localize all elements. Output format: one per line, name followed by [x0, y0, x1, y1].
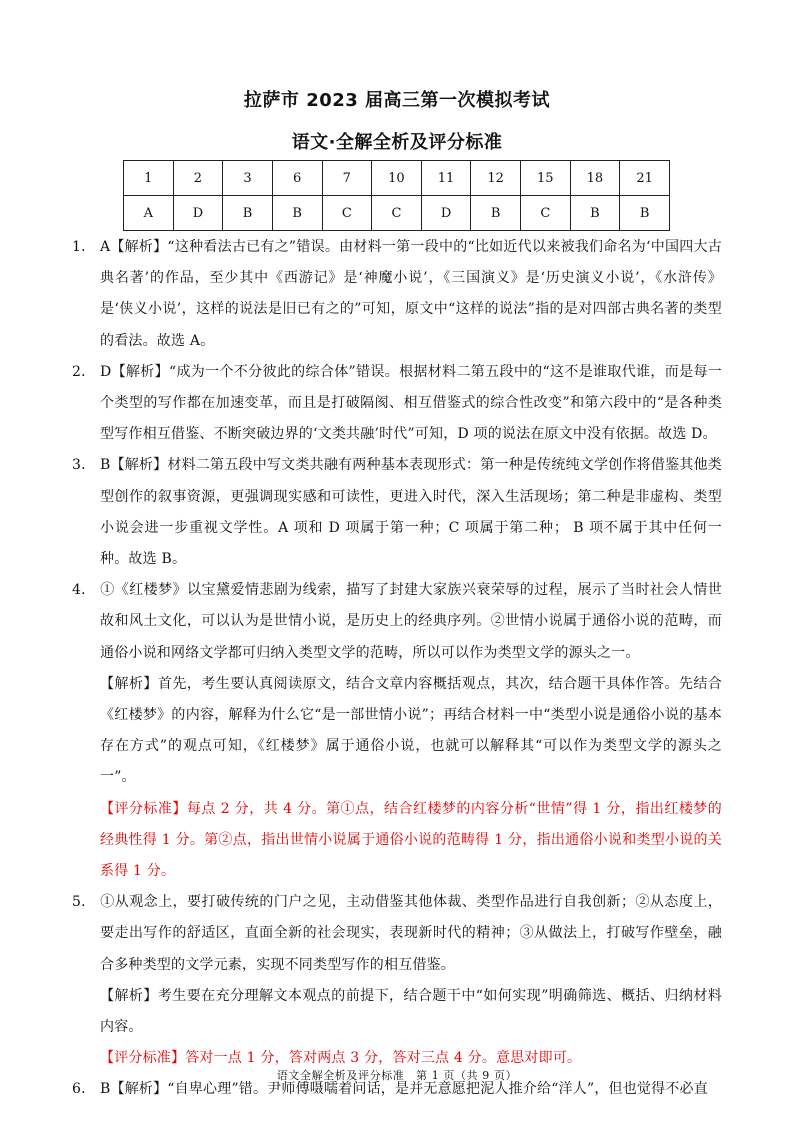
- question-5-answer: [72, 887, 722, 981]
- answer-choice: B: [570, 196, 620, 231]
- answer-choice: C: [372, 196, 422, 231]
- question-1-text: A【解析】“这种看法古已有之”错误。由材料一第一段中的“比如近代以来被我们命名为‘中国四大古典名著’的作品，至少其中《西游记》是‘神魔小说’，《三国演义》是‘历史演义小说’，《水浒传》是‘侠义小说’，这样的说法是旧已有之的”可知，原文中“这样的说法”指的是对四部古典名著的类型的看法。故选 A。: [100, 239, 722, 349]
- question-3-text: B【解析】材料二第五段中写文类共融有两种基本表现形式：第一种是传统纯文学创作将借鉴其他类型创作的叙事资源，更强调现实感和可读性，更进入时代，深入生活现场；第二种是非虚构、类型小说会进一步重视文学性。A 项和 D 项属于第一种；C 项属于第二种； B 项不属于其中任何一种。故选 B。: [100, 457, 722, 568]
- question-1-explanation: [72, 232, 722, 357]
- question-number: 7: [322, 161, 372, 196]
- question-number: 10: [372, 161, 422, 196]
- document-subtitle: 语文·全解全析及评分标准: [291, 132, 503, 153]
- question-1-number: 1．: [72, 239, 96, 255]
- question-6-text: B【解析】“自卑心理”错。尹师傅嗫嚅着问话，是并无意愿把泥人推介给“洋人”，但也觉得不必直: [100, 1081, 708, 1098]
- question-number: 18: [570, 161, 620, 196]
- question-5-scoring: 【评分标准】答对一点 1 分，答对两点 3 分，答对三点 4 分。意思对即可。: [100, 1050, 582, 1067]
- page-footer: 语文全解全析及评分标准 第 1 页（共 9 页）: [276, 1069, 518, 1082]
- answer-choice: D: [173, 196, 223, 231]
- question-number: 3: [223, 161, 273, 196]
- answer-explanations: [72, 232, 722, 1106]
- question-number-row: [124, 161, 670, 196]
- question-4-answer: [72, 575, 722, 669]
- answer-choice: D: [421, 196, 471, 231]
- question-5-number: 5．: [72, 894, 96, 911]
- question-4-number: 4．: [72, 582, 96, 599]
- answer-choice: B: [471, 196, 521, 231]
- answer-row: [124, 196, 670, 231]
- question-number: 6: [272, 161, 322, 196]
- question-5-analysis: 【解析】考生要在充分理解文本观点的前提下，结合题干中“如何实现”明确筛选、概括、归纳材料内容。: [100, 987, 722, 1036]
- question-2-explanation: [72, 357, 722, 451]
- question-number: 2: [173, 161, 223, 196]
- question-2-text: D【解析】“成为一个不分彼此的综合体”错误。根据材料二第五段中的“这不是谁取代谁，而是每一个类型的写作都在加速变革，而且是打破隔阂、相互借鉴式的综合性改变”和第六段中的“是各种类型写作相互借鉴、不断突破边界的‘文类共融’时代”可知，D 项的说法在原文中没有依据。故选 D。: [100, 363, 722, 443]
- question-4-scoring: 【评分标准】每点 2 分，共 4 分。第①点，结合红楼梦的内容分析“世情”得 1 分，指出红楼梦的经典性得 1 分。第②点，指出世情小说属于通俗小说的范畴得 1 分，指出通俗小说和类型小说的关系得 1 分。: [100, 800, 722, 880]
- question-4-text: ①《红楼梦》以宝黛爱情悲剧为线索，描写了封建大家族兴衰荣辱的过程，展示了当时社会人情世故和风土文化，可以认为是世情小说，是历史上的经典序列。②世情小说属于通俗小说的范畴，而通俗小说和网络文学都可归纳入类型文学的范畴，所以可以作为类型文学的源头之一。: [100, 582, 722, 661]
- answer-choice: B: [620, 196, 670, 231]
- question-number: 12: [471, 161, 521, 196]
- question-3-number: 3．: [72, 457, 96, 474]
- answer-choice: C: [322, 196, 372, 231]
- question-number: 15: [521, 161, 571, 196]
- exam-title: 拉萨市 2023 届高三第一次模拟考试: [243, 90, 551, 111]
- answer-choice: B: [272, 196, 322, 231]
- answer-choice: C: [521, 196, 571, 231]
- answer-choice: B: [223, 196, 273, 231]
- question-number: 11: [421, 161, 471, 196]
- question-6-number: 6．: [72, 1081, 96, 1098]
- question-2-number: 2．: [72, 363, 96, 380]
- question-3-explanation: [72, 450, 722, 575]
- question-number: 1: [124, 161, 174, 196]
- question-number: 21: [620, 161, 670, 196]
- answer-choice: A: [124, 196, 174, 231]
- answer-table: [123, 160, 670, 231]
- question-4-analysis: 【解析】首先，考生要认真阅读原文，结合文章内容概括观点，其次，结合题干具体作答。先结合《红楼梦》的内容，解释为什么它“是一部世情小说”；再结合材料一中“类型小说是通俗小说的基本存在方式”的观点可知，《红楼梦》属于通俗小说，也就可以解释其“可以作为类型文学的源头之一”。: [100, 675, 722, 786]
- question-5-text: ①从观念上，要打破传统的门户之见，主动借鉴其他体裁、类型作品进行自我创新；②从态度上，要走出写作的舒适区，直面全新的社会现实，表现新时代的精神；③从做法上，打破写作壁垒，融合多种类型的文学元素，实现不同类型写作的相互借鉴。: [100, 894, 722, 973]
